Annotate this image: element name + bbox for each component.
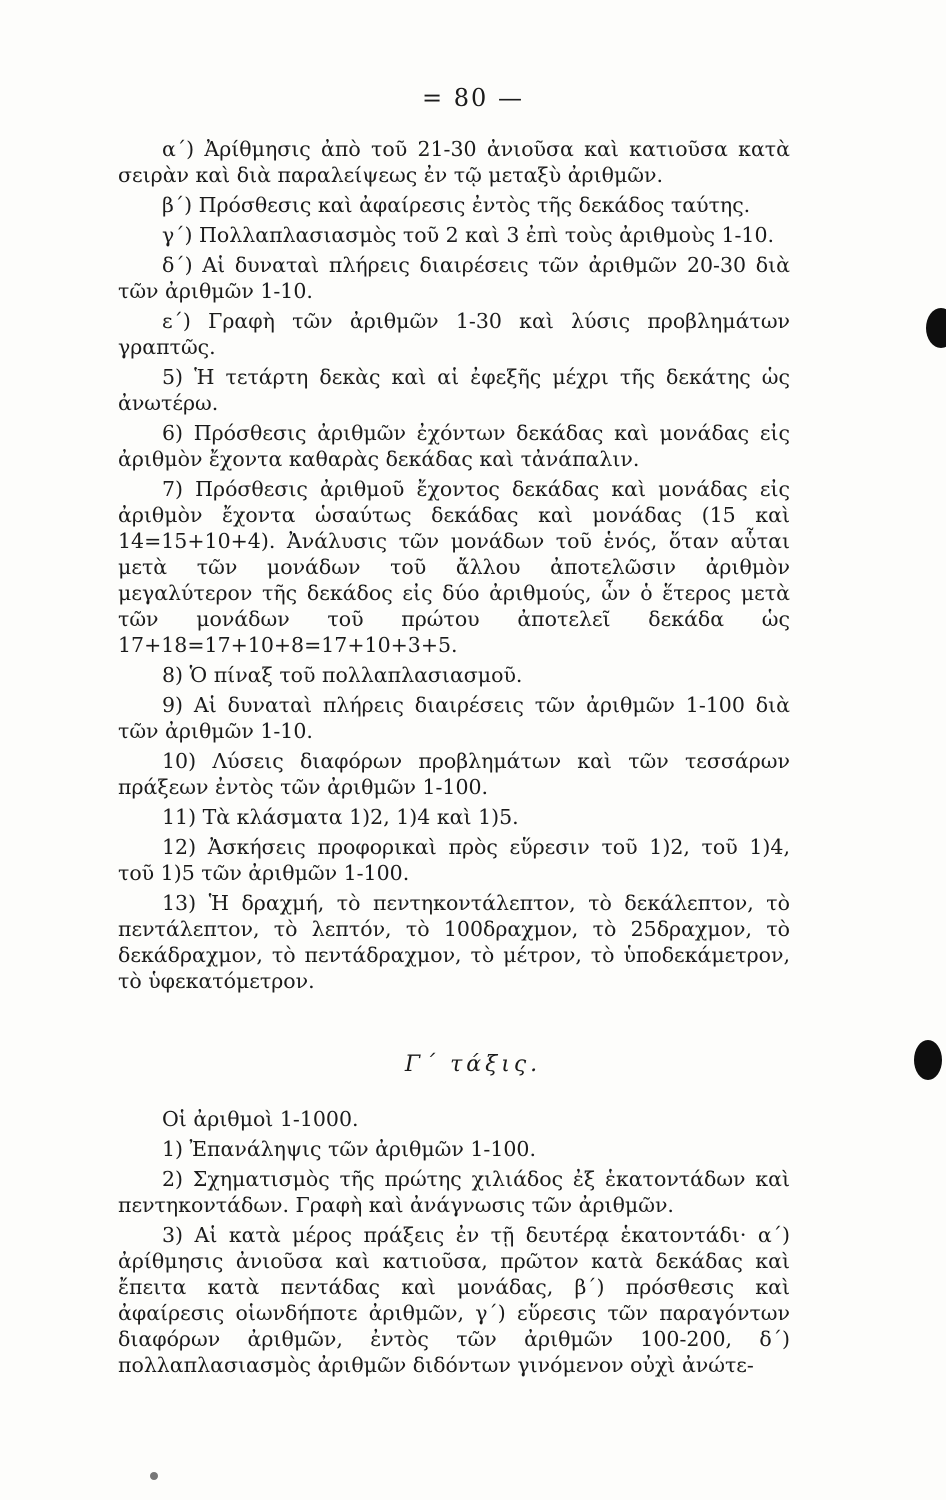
binding-hole [926, 308, 946, 348]
paragraph: 5) Ἡ τετάρτη δεκὰς καὶ αἱ ἐφεξῆς μέχρι τῆς δεκάτης ὡς ἀνωτέρω. [118, 365, 790, 415]
paragraph: 13) Ἡ δραχμή, τὸ πεντηκοντάλεπτον, τὸ δεκάλεπτον, τὸ πεντάλεπτον, τὸ λεπτόν, τὸ 100δραχμον, τὸ 25δραχμον, τὸ δεκάδραχμον, τὸ πεντάδραχμον, τὸ μέτρον, τὸ ὑποδεκάμετρον, τὸ ὑφεκατόμετρον. [118, 891, 790, 993]
paragraph: 10) Λύσεις διαφόρων προβλημάτων καὶ τῶν τεσσάρων πράξεων ἐντὸς τῶν ἀριθμῶν 1-100. [118, 749, 790, 799]
paragraph: 8) Ὁ πίναξ τοῦ πολλαπλασιασμοῦ. [162, 663, 523, 687]
text-block-bottom [118, 1106, 790, 1382]
page-number: = 80 — [422, 84, 524, 112]
ink-speck [150, 1472, 158, 1480]
paragraph: δ΄) Αἱ δυναταὶ πλήρεις διαιρέσεις τῶν ἀριθμῶν 20-30 διὰ τῶν ἀριθμῶν 1-10. [118, 253, 790, 303]
paragraph: α΄) Ἀρίθμησις ἀπὸ τοῦ 21-30 ἀνιοῦσα καὶ κατιοῦσα κατὰ σειρὰν καὶ διὰ παραλείψεως ἐν τῷ μεταξὺ ἀριθμῶν. [118, 137, 790, 187]
binding-hole [914, 1040, 942, 1080]
paragraph: 9) Αἱ δυναταὶ πλήρεις διαιρέσεις τῶν ἀριθμῶν 1-100 διὰ τῶν ἀριθμῶν 1-10. [118, 693, 790, 743]
paragraph: β΄) Πρόσθεσις καὶ ἀφαίρεσις ἐντὸς τῆς δεκάδος ταύτης. [162, 193, 751, 217]
paragraph: 11) Τὰ κλάσματα 1)2, 1)4 καὶ 1)5. [162, 805, 519, 829]
paragraph: 7) Πρόσθεσις ἀριθμοῦ ἔχοντος δεκάδας καὶ μονάδας εἰς ἀριθμὸν ἔχοντα ὡσαύτως δεκάδας καὶ μονάδας (15 καὶ 14=15+10+4). Ἀνάλυσις τῶν μονάδων τοῦ ἑνός, ὅταν αὗται μετὰ τῶν μονάδων τοῦ ἄλλου ἀποτελῶσιν ἀριθμὸν μεγαλύτερον τῆς δεκάδος εἰς δύο ἀριθμούς, ὧν ὁ ἕτερος μετὰ τῶν μονάδων τοῦ πρώτου ἀποτελεῖ δεκάδα ὡς 17+18=17+10+8=17+10+3+5. [118, 477, 790, 657]
paragraph: 6) Πρόσθεσις ἀριθμῶν ἐχόντων δεκάδας καὶ μονάδας εἰς ἀριθμὸν ἔχοντα καθαρὰς δεκάδας καὶ τἀνάπαλιν. [118, 421, 790, 471]
paragraph: ε΄) Γραφὴ τῶν ἀριθμῶν 1-30 καὶ λύσις προβλημάτων γραπτῶς. [118, 309, 790, 359]
paragraph: 12) Ἀσκήσεις προφορικαὶ πρὸς εὕρεσιν τοῦ 1)2, τοῦ 1)4, τοῦ 1)5 τῶν ἀριθμῶν 1-100. [118, 835, 790, 885]
paragraph: 2) Σχηματισμὸς τῆς πρώτης χιλιάδος ἐξ ἑκατοντάδων καὶ πεντηκοντάδων. Γραφὴ καὶ ἀνάγνωσις τῶν ἀριθμῶν. [118, 1167, 790, 1217]
paragraph: γ΄) Πολλαπλασιασμὸς τοῦ 2 καὶ 3 ἐπὶ τοὺς ἀριθμοὺς 1-10. [162, 223, 775, 247]
paragraph: 1) Ἐπανάληψις τῶν ἀριθμῶν 1-100. [162, 1137, 536, 1161]
paragraph: Οἱ ἀριθμοὶ 1-1000. [162, 1107, 359, 1131]
paragraph: 3) Αἱ κατὰ μέρος πράξεις ἐν τῇ δευτέρᾳ ἑκατοντάδι· α΄) ἀρίθμησις ἀνιοῦσα καὶ κατιοῦσα, πρῶτον κατὰ δεκάδας καὶ ἔπειτα κατὰ πεντάδας καὶ μονάδας, β΄) πρόσθεσις καὶ ἀφαίρεσις οἱωνδήποτε ἀριθμῶν, γ΄) εὕρεσις τῶν παραγόντων διαφόρων ἀριθμῶν, ἐντὸς τῶν ἀριθμῶν 100-200, δ΄) πολλαπλασιασμὸς ἀριθμῶν διδόντων γινόμενον οὐχὶ ἀνώτε- [118, 1223, 790, 1377]
section-heading: Γ΄ τάξις. [404, 1052, 542, 1077]
text-block-top [118, 136, 790, 998]
